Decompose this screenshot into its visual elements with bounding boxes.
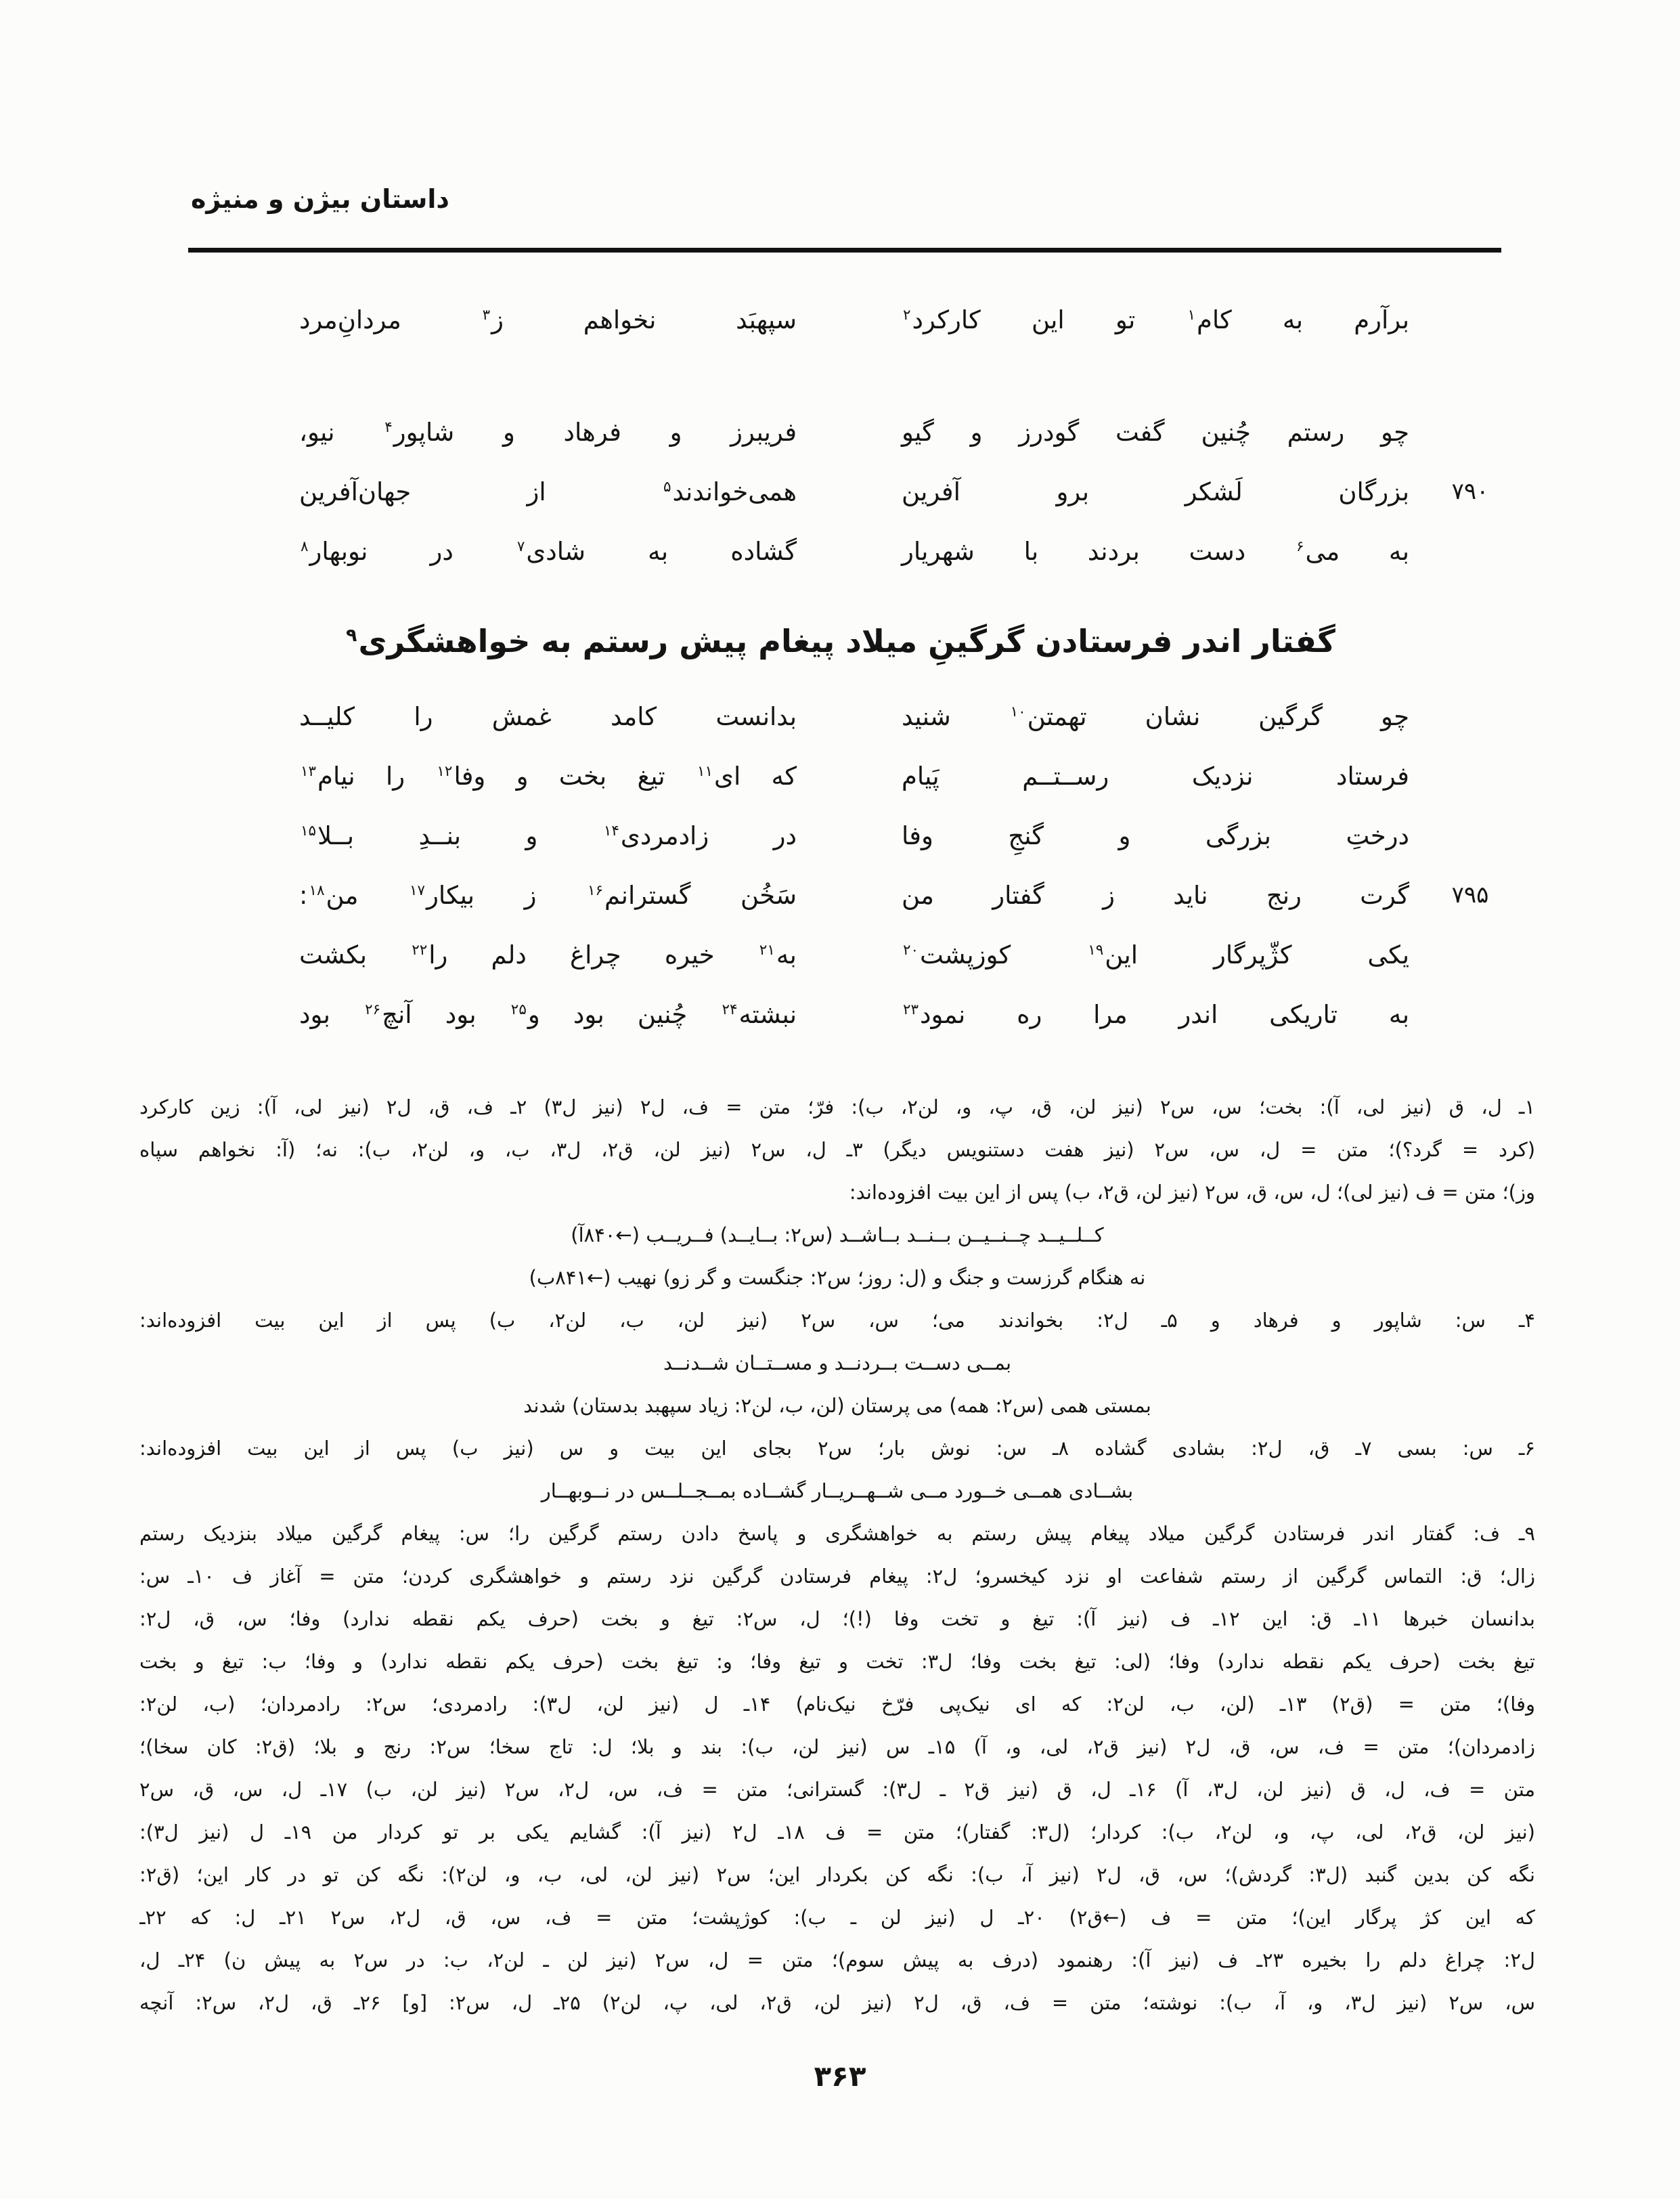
couplet-row bbox=[149, 402, 1531, 462]
couplet-row bbox=[149, 746, 1531, 806]
footnote-line: س، س۲ (نیز ل۳، و، آ، ب): نوشته؛ متن = ف، ق، ل۲ (نیز لن، ق۲، لی، پ، لن۲) ۲۵ـ ل، س۲: [و] ۲۶ـ ق، ل۲، س۲: آنچه bbox=[139, 1991, 1535, 2014]
footnote-quote-line: نه هنگام گرزست و جنگ و (ل: روز؛ س۲: جنگست و گر زو) نهیب (←۸۴۱ب) bbox=[529, 1266, 1146, 1289]
hemistich-right: یکی کژّپرگار این$^{۱۹}$ کوزپشت$^{۲۰}$ bbox=[903, 940, 1409, 970]
hemistich-right: بزرگان لَشکر برو آفرین bbox=[902, 477, 1409, 506]
hemistich-right: درختِ بزرگی و گنجِ وفا bbox=[902, 821, 1409, 850]
couplet-row bbox=[149, 865, 1531, 925]
footnote-line: (کرد = گرد؟)؛ متن = ل، س، س۲ (نیز هفت دستنویس دیگر) ۳ـ ل، س۲ (نیز لن، ق۲، ل۳، ب، و، لن۲، ب): نه؛ (آ: نخواهم سپاه bbox=[139, 1138, 1535, 1161]
hemistich-left: همی‌خواندند$^۵$ از جهان‌آفرین bbox=[299, 477, 797, 506]
footnote-quote-line: کــلــیــد چــنــیــن بــنــد بــاشــد (س۲: بــایــد) فــریــب (←۸۴۰آ) bbox=[571, 1223, 1104, 1246]
hemistich-right: به تاریکی اندر مرا ره نمود$^{۲۳}$ bbox=[903, 999, 1409, 1029]
footnote-line: تیغ بخت (حرف یکم نقطه ندارد) وفا؛ (لی: تیغ بخت وفا؛ ل۳: تخت و تیغ وفا؛ و: تیغ بخت (حرف یکم نقطه ندارد) و وفا؛ ب: تیغ و بخت bbox=[139, 1650, 1535, 1673]
couplet-row bbox=[149, 925, 1531, 984]
hemistich-right: فرستاد نزدیک رســتــم پَیام bbox=[902, 761, 1409, 791]
hemistich-right: چو رستم چُنین گفت گودرز و گیو bbox=[902, 417, 1409, 447]
footnote-line: ل۲: چراغ دلم را بخیره ۲۳ـ ف (نیز آ): رهنمود (درف به پیش سوم)؛ متن = ل، س۲ (نیز لن ـ لن۲، ب: در س۲ به پیش ن) ۲۴ـ ل، bbox=[139, 1948, 1535, 1972]
footnote-line: که این کژ پرگار این)؛ متن = ف (←ق۲) ۲۰ـ ل (نیز لن ـ ب): کوژپشت؛ متن = ف، س، ق، ل۲، س۲ ۲۱ـ ل: که ۲۲ـ bbox=[139, 1906, 1535, 1929]
couplet-row bbox=[149, 687, 1531, 746]
hemistich-right: چو گرگین نشان تهمتن$^{۱۰}$ شنید bbox=[902, 701, 1409, 731]
hemistich-left: سپهبَد نخواهم ز$^۳$ مردانِ‌مرد bbox=[299, 305, 797, 334]
couplet-row bbox=[149, 984, 1531, 1044]
hemistich-left: سَخُن گسترانم$^{۱۶}$ ز بیکار$^{۱۷}$ من$^{۱۸}$: bbox=[299, 880, 797, 910]
hemistich-left: که ای$^{۱۱}$ تیغ بخت و وفا$^{۱۲}$ را نیام$^{۱۳}$ bbox=[301, 761, 797, 791]
hemistich-right: برآرم به کام$^۱$ تو این کارکرد$^۲$ bbox=[903, 305, 1409, 334]
footnote-line: بدانسان خبرها ۱۱ـ ق: این ۱۲ـ ف (نیز آ): تیغ و تخت وفا (!)؛ ل، س۲: تیغ و بخت (حرف یکم نقطه ندارد) وفا؛ س، ق، ل۲: bbox=[139, 1607, 1535, 1630]
footnote-line: زال؛ ق: التماس گرگین از رستم شفاعت او نزد کیخسرو؛ ل۲: پیغام فرستادن گرگین نزد رستم و خواهشگری کردن؛ متن = آغاز ف ۱۰ـ س: bbox=[139, 1565, 1535, 1588]
hemistich-left: فریبرز و فرهاد و شاپور$^۴$ نیو، bbox=[299, 417, 797, 447]
hemistich-right: به می$^۶$ دست بردند با شهریار bbox=[902, 536, 1410, 566]
couplet-row bbox=[149, 521, 1531, 581]
running-header-title: داستان بیژن و منیژه bbox=[191, 184, 449, 214]
couplet-row bbox=[149, 462, 1531, 521]
poem-block-1 bbox=[149, 290, 1531, 581]
hemistich-left: گشاده به شادی$^۷$ در نوبهار$^۸$ bbox=[301, 536, 797, 566]
footnote-line: ۶ـ س: بسی ۷ـ ق، ل۲: بشادی گشاده ۸ـ س: نوش بار؛ س۲ بجای این بیت و س (نیز ب) پس از این بیت افزوده‌اند: bbox=[139, 1437, 1535, 1460]
page-number: ۳۶۳ bbox=[814, 2060, 866, 2093]
poem-block-2 bbox=[149, 687, 1531, 1044]
footnote-line: ۱ـ ل، ق (نیز لی، آ): بخت؛ س، س۲ (نیز لن، ق، پ، و، لن۲، ب): فرّ؛ متن = ف، ل۲ (نیز ل۳) ۲ـ ف، ق، ل۲ (نیز لی، آ): زین کارکرد bbox=[139, 1095, 1535, 1118]
section-heading: گفتار اندر فرستادن گرگینِ میلاد پیغام پیش رستم به خواهشگری$^۹$ bbox=[346, 623, 1335, 660]
footnote-line: ۴ـ س: شاپور و فرهاد و ۵ـ ل۲: بخواندند می؛ س، س۲ (نیز لن، ب، لن۲، ب) پس از این بیت افزوده‌اند: bbox=[139, 1309, 1535, 1332]
hemistich-left: بدانست کامد غمش را کلیــد bbox=[299, 701, 797, 731]
header-rule bbox=[188, 248, 1501, 253]
hemistich-left: نبشته$^{۲۴}$ چُنین بود و$^{۲۵}$ بود آنچ$^{۲۶}$ بود bbox=[299, 999, 797, 1029]
verse-number: ۷۹۵ bbox=[1451, 881, 1489, 909]
footnote-line: وز)؛ متن = ف (نیز لی)؛ ل، س، ق، س۲ (نیز لن، ق۲، ب) پس از این بیت افزوده‌اند: bbox=[849, 1181, 1535, 1204]
verse-number: ۷۹۰ bbox=[1451, 478, 1489, 505]
footnote-quote-line: بشــادی همــی خــورد مــی شــهــریــار گشــاده بمــجــلــس در نــوبهــار bbox=[541, 1479, 1134, 1502]
hemistich-right: گرت رنج ناید ز گفتار من bbox=[902, 880, 1409, 910]
footnote-line: (نیز لن، ق۲، لی، پ، و، لن۲، ب): کردار؛ (ل۳: گفتار)؛ متن = ف ۱۸ـ ل۲ (نیز آ): گشایم یکی بر تو کردار من ۱۹ـ ل (نیز ل۳): bbox=[139, 1821, 1535, 1844]
footnote-quote-line: بمستی همی (س۲: همه) می پرستان (لن، ب، لن۲: زیاد سپهبد بدستان) شدند bbox=[523, 1394, 1151, 1417]
hemistich-left: در زادمردی$^{۱۴}$ و بنــدِ بــلا$^{۱۵}$ bbox=[301, 821, 797, 850]
couplet-row bbox=[149, 290, 1531, 349]
footnote-quote-line: بمــی دســت بــردنــد و مســتــان شــدنــد bbox=[663, 1351, 1012, 1374]
footnote-line: زادمردان)؛ متن = ف، س، ق، ل۲ (نیز ق۲، لی، و، آ) ۱۵ـ س (نیز لن، ب): بند و بلا؛ ل: تاج سخا؛ س۲: رنج و بلا؛ (ق۲: کان سخا)؛ bbox=[139, 1735, 1535, 1758]
footnote-line: ۹ـ ف: گفتار اندر فرستادن گرگین میلاد پیغام پیش رستم به خواهشگری و پاسخ دادن رستم گرگین را؛ س: پیغام گرگین میلاد بنزدیک رستم bbox=[139, 1522, 1535, 1545]
critical-apparatus bbox=[139, 1086, 1535, 2024]
footnote-line: وفا)؛ متن = (ق۲) ۱۳ـ (لن، ب، لن۲: که ای نیک‌پی فرّخ نیک‌نام) ۱۴ـ ل (نیز لن، ل۳): رادمردی؛ س۲: رادمردان؛ (ب، لن۲: bbox=[139, 1693, 1535, 1716]
couplet-row bbox=[149, 806, 1531, 865]
footnote-line: متن = ف، ل، ق (نیز لن، ل۳، آ) ۱۶ـ ل، ق (نیز ق۲ ـ ل۳): گسترانی؛ متن = ف، س، ل۲، س۲ (نیز لن، ب) ۱۷ـ ل، س، ق، س۲ bbox=[139, 1778, 1535, 1801]
hemistich-left: به$^{۲۱}$ خیره چراغ دلم را$^{۲۲}$ بکشت bbox=[299, 940, 797, 970]
footnote-line: نگه کن بدین گنبد (ل۳: گردش)؛ س، ق، ل۲ (نیز آ، ب): نگه کن بکردار این؛ س۲ (نیز لن، لی، ب، و، لن۲): نگه کن تو در کار این؛ (ق۲: bbox=[139, 1863, 1535, 1886]
